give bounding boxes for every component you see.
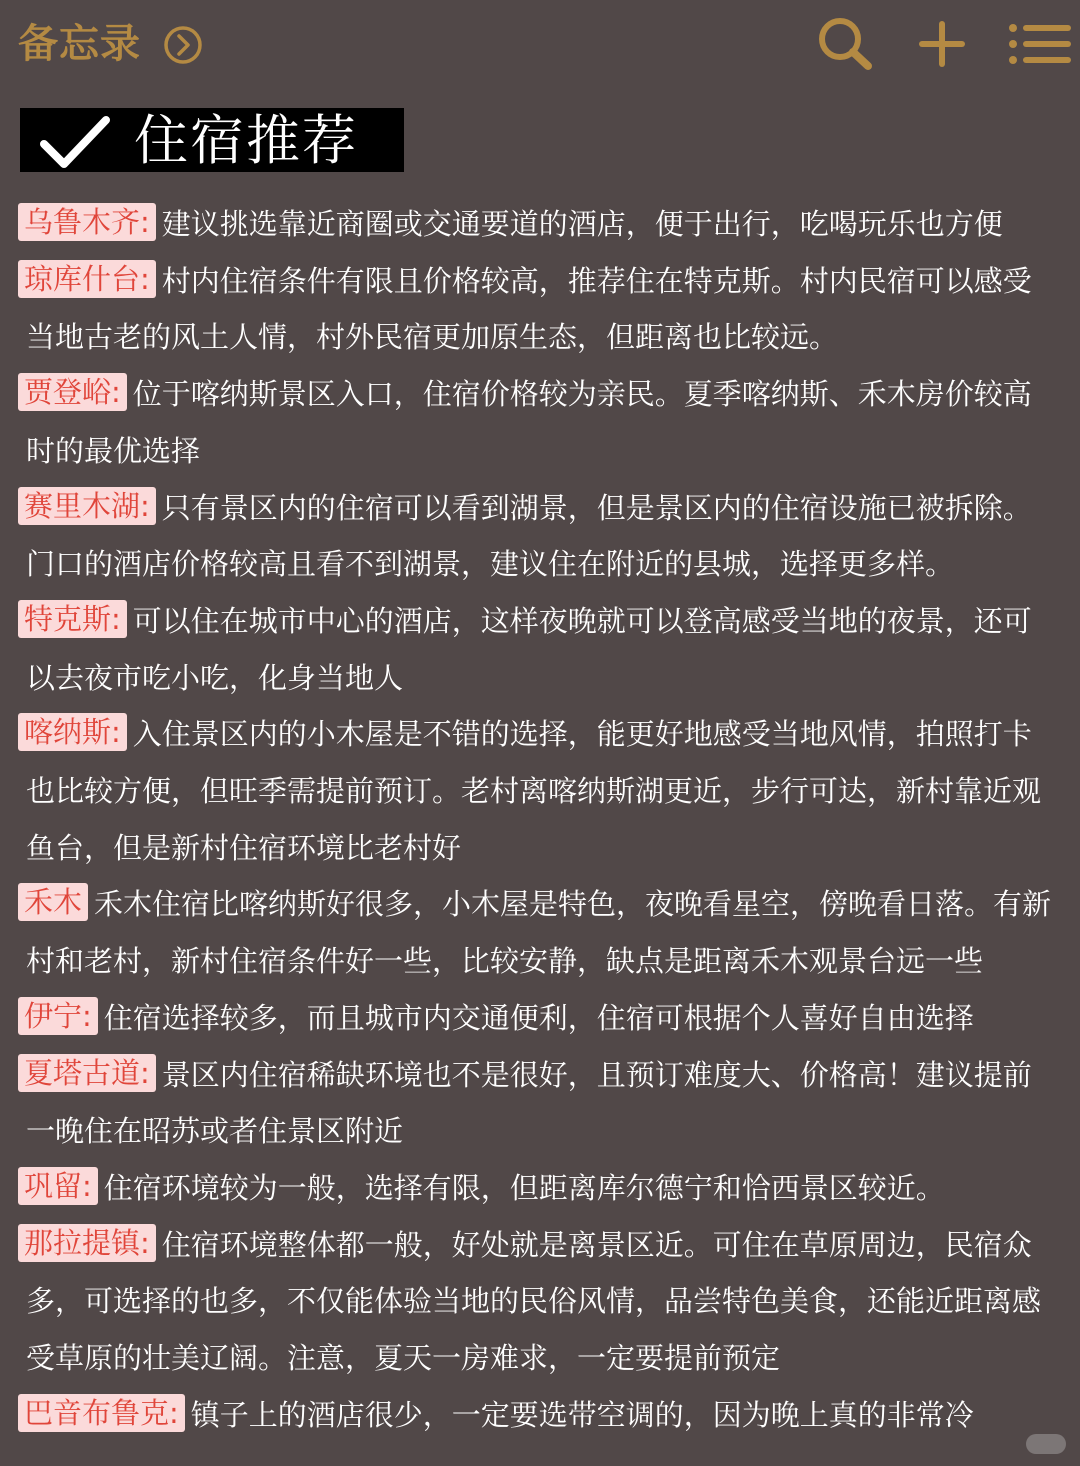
plus-icon[interactable] (914, 14, 970, 74)
entry-text: 入住景区内的小木屋是不错的选择，能更好地感受当地风情，拍照打卡也比较方便，但旺季需提前预订。老村离喀纳斯湖更近，步行可达，新村靠近观鱼台，但是新村住宿环境比老村好 (26, 717, 1042, 865)
entry-jiadengyu (26, 366, 1060, 479)
entry-xiata-trail (26, 1047, 1060, 1160)
note-content[interactable] (26, 196, 1060, 1443)
entry-text: 禾木住宿比喀纳斯好很多，小木屋是特色，夜晚看星空，傍晚看日落。有新村和老村，新村住宿条件好一些，比较安静，缺点是距离禾木观景台远一些 (26, 887, 1052, 979)
watermark-badge (1026, 1434, 1066, 1454)
entry-text: 建议挑选靠近商圈或交通要道的酒店，便于出行，吃喝玩乐也方便 (161, 207, 1003, 241)
entry-text: 位于喀纳斯景区入口，住宿价格较为亲民。夏季喀纳斯、禾木房价较高时的最优选择 (26, 377, 1032, 468)
place-tag: 喀纳斯: (18, 713, 127, 751)
entry-gongliu (26, 1160, 1060, 1217)
entry-qiongkushitai (26, 253, 1060, 366)
place-tag: 贾登峪: (18, 373, 127, 411)
place-tag: 伊宁: (18, 997, 98, 1035)
top-bar (0, 0, 1080, 92)
chevron-right-circle-icon[interactable] (162, 24, 204, 66)
entry-text: 住宿环境整体都一般，好处就是离景区近。可住在草原周边，民宿众多，可选择的也多，不仅能体验当地的民俗风情，品尝特色美食，还能近距离感受草原的壮美辽阔。注意，夏天一房难求，一定要提前预定 (26, 1227, 1042, 1376)
entry-bayanbulak (26, 1387, 1060, 1444)
place-tag: 巩留: (18, 1167, 98, 1205)
place-tag: 特克斯: (18, 600, 127, 638)
entry-kanas (26, 706, 1060, 876)
entry-hemu (26, 876, 1060, 989)
section-title: 住宿推荐 (134, 109, 358, 172)
entry-text: 村内住宿条件有限且价格较高，推荐住在特克斯。村内民宿可以感受当地古老的风土人情，村外民宿更加原生态，但距离也比较远。 (26, 263, 1032, 355)
place-tag: 那拉提镇: (18, 1224, 156, 1262)
place-tag: 禾木 (18, 883, 88, 921)
place-tag: 巴音布鲁克: (18, 1394, 185, 1432)
search-icon[interactable] (814, 14, 878, 74)
entry-nalati-town (26, 1217, 1060, 1387)
app-title[interactable]: 备忘录 (18, 21, 141, 67)
checkmark-icon (38, 114, 112, 170)
place-tag: 夏塔古道: (18, 1054, 156, 1092)
entry-text: 镇子上的酒店很少，一定要选带空调的，因为晚上真的非常冷 (190, 1397, 974, 1432)
entry-text: 住宿选择较多，而且城市内交通便利，住宿可根据个人喜好自由选择 (103, 1000, 974, 1035)
entry-text: 只有景区内的住宿可以看到湖景，但是景区内的住宿设施已被拆除。门口的酒店价格较高且看不到湖景，建议住在附近的县城，选择更多样。 (26, 490, 1032, 582)
entry-text: 住宿环境较为一般，选择有限，但距离库尔德宁和恰西景区较近。 (103, 1170, 945, 1205)
entry-text: 景区内住宿稀缺环境也不是很好，且预订难度大、价格高！建议提前一晚住在昭苏或者住景区附近 (26, 1057, 1032, 1149)
entry-sayram-lake (26, 480, 1060, 593)
entry-urumqi (26, 196, 1060, 253)
section-header (20, 108, 404, 172)
place-tag: 赛里木湖: (18, 487, 156, 525)
entry-text: 可以住在城市中心的酒店，这样夜晚就可以登高感受当地的夜景，还可以去夜市吃小吃，化身当地人 (26, 603, 1032, 695)
place-tag: 乌鲁木齐: (18, 203, 156, 241)
entry-yining (26, 990, 1060, 1047)
entry-tekes (26, 593, 1060, 706)
list-icon[interactable] (1004, 14, 1074, 74)
place-tag: 琼库什台: (18, 260, 156, 298)
